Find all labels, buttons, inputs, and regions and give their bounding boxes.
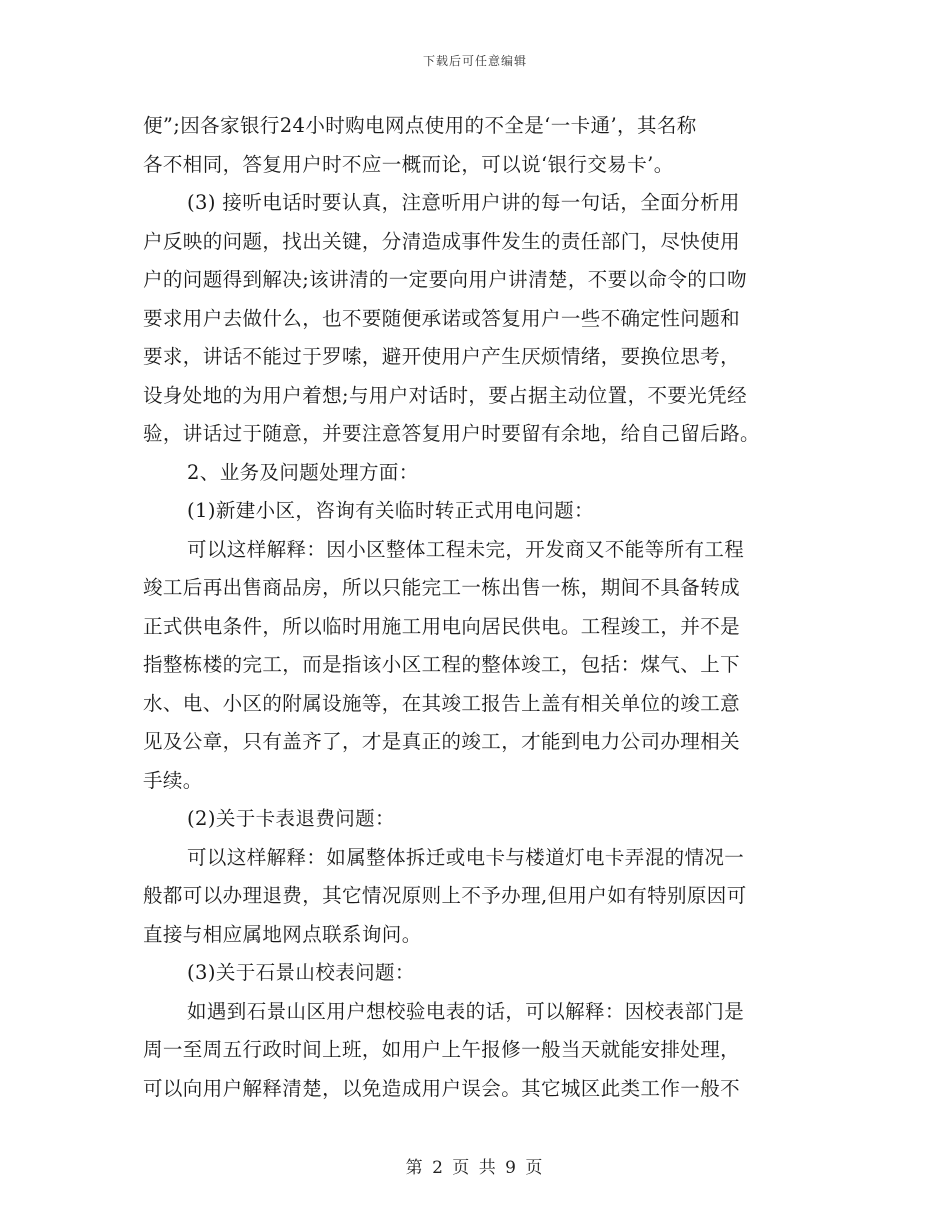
text-line: 竣工后再出售商品房，所以只能完工一栋出售一栋，期间不具备转成 <box>143 576 741 599</box>
subsection-heading: (3)关于石景山校表问题： <box>187 961 415 984</box>
document-body <box>143 107 807 1108</box>
text-line: 周一至周五行政时间上班，如用户上午报修一般当天就能安排处理， <box>143 1038 741 1061</box>
text-line: 要求用户去做什么，也不要随便承诺或答复用户一些不确定性问题和 <box>143 306 741 330</box>
text-line: 正式供电条件，所以临时用施工用电向居民供电。工程竣工，并不是 <box>143 614 741 638</box>
page-header: 下载后可任意编辑 <box>422 54 527 68</box>
text-line: 直接与相应属地网点联系询问。 <box>143 922 422 946</box>
text-line: 手续。 <box>143 768 203 792</box>
section-heading: 2、业务及问题处理方面： <box>187 460 419 484</box>
text-line: 般都可以办理退费，其它情况原则上不予办理,但用户如有特别原因可 <box>143 884 747 907</box>
text-line: 要求，讲话不能过于罗嗦，避开使用户产生厌烦情绪，要换位思考， <box>143 345 741 368</box>
text-line: 户的问题得到解决;该讲清的一定要向用户讲清楚，不要以命令的口吻 <box>143 268 747 291</box>
text-line: 见及公章，只有盖齐了，才是真正的竣工，才能到电力公司办理相关 <box>143 730 741 753</box>
text-line: 指整栋楼的完工，而是指该小区工程的整体竣工，包括：煤气、上下 <box>143 653 741 676</box>
text-line: 如遇到石景山区用户想校验电表的话，可以解释：因校表部门是 <box>187 999 745 1023</box>
text-line: 验，讲话过于随意，并要注意答复用户时要留有余地，给自己留后路。 <box>143 422 760 445</box>
text-line: 水、电、小区的附属设施等，在其竣工报告上盖有相关单位的竣工意 <box>143 691 741 715</box>
page-number-footer: 第 2 页 共 9 页 <box>405 1158 545 1178</box>
text-line: 可以这样解释：如属整体拆迁或电卡与楼道灯电卡弄混的情况一 <box>187 845 745 869</box>
text-line: 便”;因各家银行24小时购电网点使用的不全是‘一卡通’，其名称 <box>143 114 697 137</box>
text-line: 设身处地的为用户着想;与用户对话时，要占据主动位置，不要光凭经 <box>143 383 747 407</box>
subsection-heading: (2)关于卡表退费问题： <box>187 807 395 830</box>
text-line: 可以向用户解释清楚，以免造成用户误会。其它城区此类工作一般不 <box>143 1076 741 1100</box>
subsection-heading: (1)新建小区，咨询有关临时转正式用电问题： <box>187 499 594 522</box>
text-line: (3) 接听电话时要认真，注意听用户讲的每一句话，全面分析用 <box>187 191 740 214</box>
text-line: 户反映的问题，找出关键，分清造成事件发生的责任部门，尽快使用 <box>143 229 741 253</box>
text-line: 可以这样解释：因小区整体工程未完，开发商又不能等所有工程 <box>187 537 745 561</box>
text-line: 各不相同，答复用户时不应一概而论，可以说‘银行交易卡’。 <box>143 152 674 176</box>
